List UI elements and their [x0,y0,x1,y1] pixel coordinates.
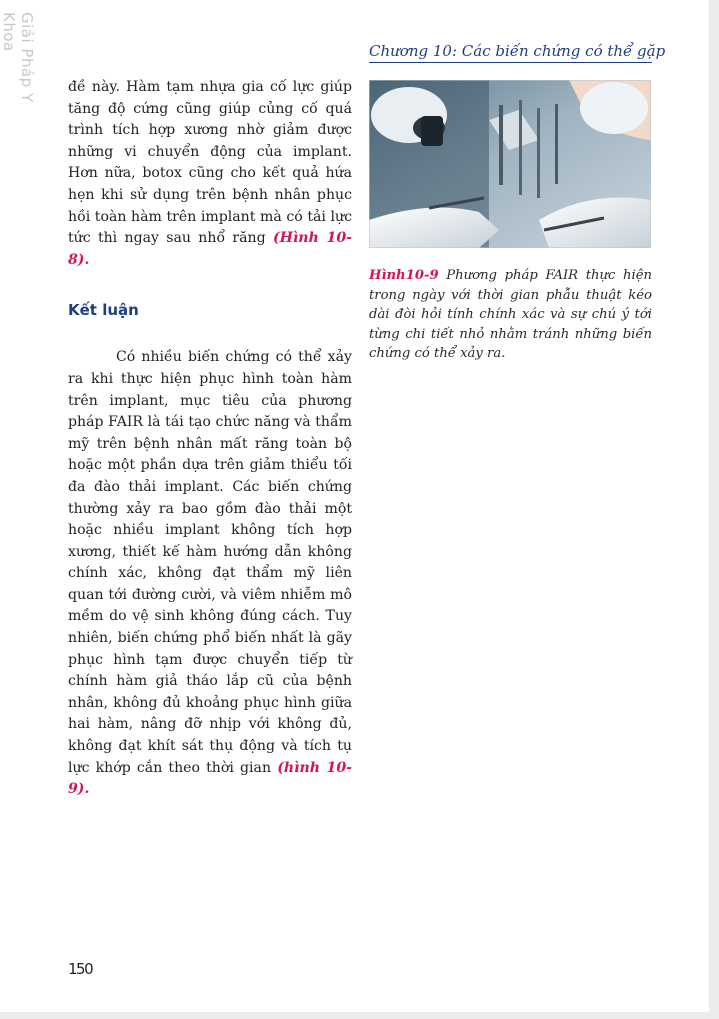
paragraph-text: Có nhiều biến chứng có thể xảy ra khi thực hiện phục hình toàn hàm trên implant, mục tiêu của phương pháp FAIR là tái tạo chức năng và thẩm mỹ trên bệnh nhân mất răng toàn bộ hoặc một phần dựa trên giảm thiểu tối đa đào thải implant. Các biến chứng thường xảy ra bao gồm đào thải một hoặc nhiều implant không tích hợp xương, thiết kế hàm hướng dẫn không chính xác, không đạt thẩm mỹ liên quan tới đường cười, và viêm nhiễm mô mềm do vệ sinh không đúng cách. Tuy nhiên, biến chứng phổ biến nhất là gãy phục hình tạm được chuyển tiếp từ chính hàm giả tháo lắp cũ của bệnh nhân, không đủ khoảng phục hình giữa hai hàm, nâng đỡ nhịp với không đủ, không đạt khít sát thụ động và tích tụ lực khớp cắn theo thời gian [68,349,352,776]
figure-reference: (Hình 10-8). [68,230,353,268]
body-paragraph [68,347,352,800]
figure-caption-label: Hình10-9 [369,268,439,283]
figure-caption-text: Phương pháp FAIR thực hiện trong ngày với thời gian phẫu thuật kéo dài đòi hỏi tính chính xác và sự chú ý tới từng chi tiết nhỏ nhằm tránh những biến chứng có thể xảy ra. [369,268,652,362]
dental-surgery-photo [369,80,651,248]
main-text-column [68,77,352,801]
book-title-vertical: Giải Pháp Y Khoa [0,12,36,103]
paragraph-text: đề này. Hàm tạm nhựa gia cố lực giúp tăng độ cứng cũng giúp củng cố quá trình tích hợp xương nhờ giảm được những vi chuyển động của implant. Hơn nữa, botox cũng cho kết quả hứa hẹn khi sử dụng trên bệnh nhân phục hồi toàn hàm trên implant mà có tải lực tức thì ngay sau nhổ răng [68,79,352,247]
figure-reference: (hình 10-9). [68,759,353,798]
figure-caption [369,266,652,364]
chapter-header: Chương 10: Các biến chứng có thể gặp [369,42,652,63]
body-paragraph [68,77,352,271]
section-heading: Kết luận [68,301,139,320]
page-number: 150 [68,960,93,978]
